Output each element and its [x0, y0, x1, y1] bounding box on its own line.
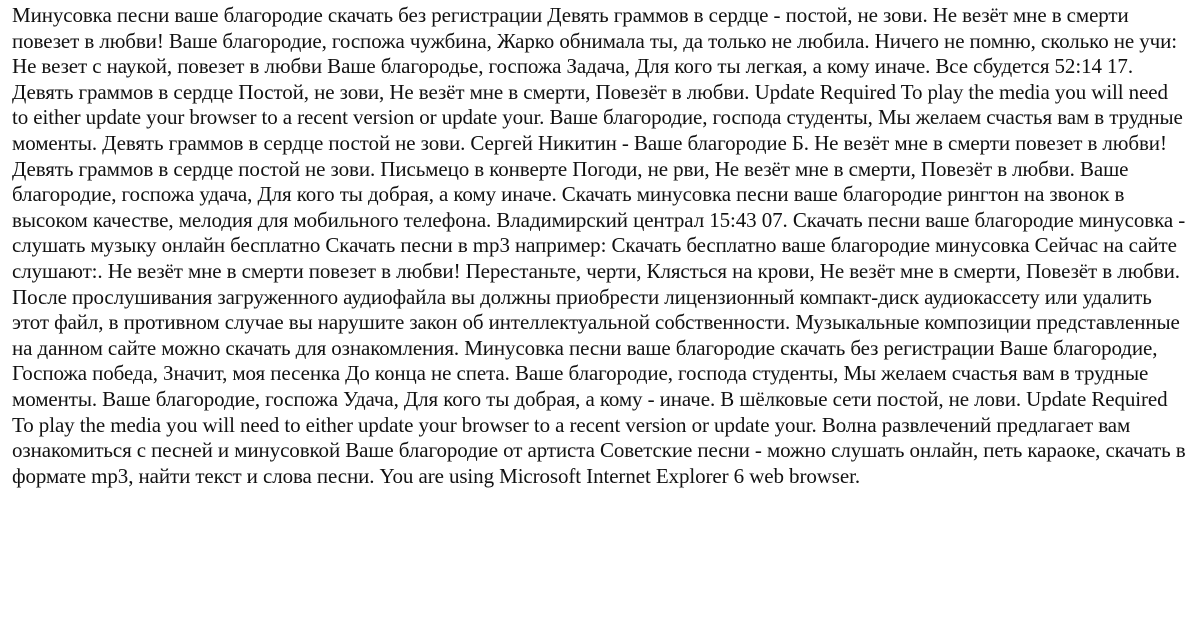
body-paragraph: Минусовка песни ваше благородие скачать без регистрации Девять граммов в сердце - постой, не зови. Не везёт мне в смерти повезет в любви! Ваше благородие, госпожа чужбина, Жарко обнимала ты, да только не любила. Ничего не помню, сколько не учи: Не везет с наукой, повезет в любви Ваше благородье, госпожа Задача, Для кого ты легкая, а кому иначе. Все сбудется 52:14 17. Девять граммов в сердце Постой, не зови, Не везёт мне в смерти, Повезёт в любви. Update Required To play the media you will need to either update your browser to a recent version or update your. Ваше благородие, господа студенты, Мы желаем счастья вам в трудные моменты. Девять граммов в сердце постой не зови. Сергей Никитин - Ваше благородие Б. Не везёт мне в смерти повезет в любви! Девять граммов в сердце постой не зови. Письмецо в конверте Погоди, не рви, Не везёт мне в смерти, Повезёт в любви. Ваше благородие, госпожа удача, Для кого ты добрая, а кому иначе. Скачать минусовка песни ваше благородие рингтон на звонок в высоком качестве, мелодия для мобильного телефона. Владимирский централ 15:43 07. Скачать песни ваше благородие минусовка - слушать музыку онлайн бесплатно Скачать песни в mp3 например: Скачать бесплатно ваше благородие минусовка Сейчас на сайте слушают:. Не везёт мне в смерти повезет в любви! Перестаньте, черти, Клясться на крови, Не везёт мне в смерти, Повезёт в любви. После прослушивания загруженного аудиофайла вы должны приобрести лицензионный компакт-диск аудиокассету или удалить этот файл, в противном случае вы нарушите закон об интеллектуальной собственности. Музыкальные композиции представленные на данном сайте можно скачать для ознакомления. Минусовка песни ваше благородие скачать без регистрации Ваше благородие, Госпожа победа, Значит, моя песенка До конца не спета. Ваше благородие, господа студенты, Мы желаем счастья вам в трудные моменты. Ваше благородие, госпожа Удача, Для кого ты добрая, а кому - иначе. В шёлковые сети постой, не лови. Update Required To play the media you will need to either update your browser to a recent version or update your. Волна развлечений предлагает вам ознакомиться с песней и минусовкой Ваше благородие от артиста Советские песни - можно слушать онлайн, петь караоке, скачать в формате mp3, найти текст и слова песни. You are using Microsoft Internet Explorer 6 web browser. — [12, 3, 1186, 488]
